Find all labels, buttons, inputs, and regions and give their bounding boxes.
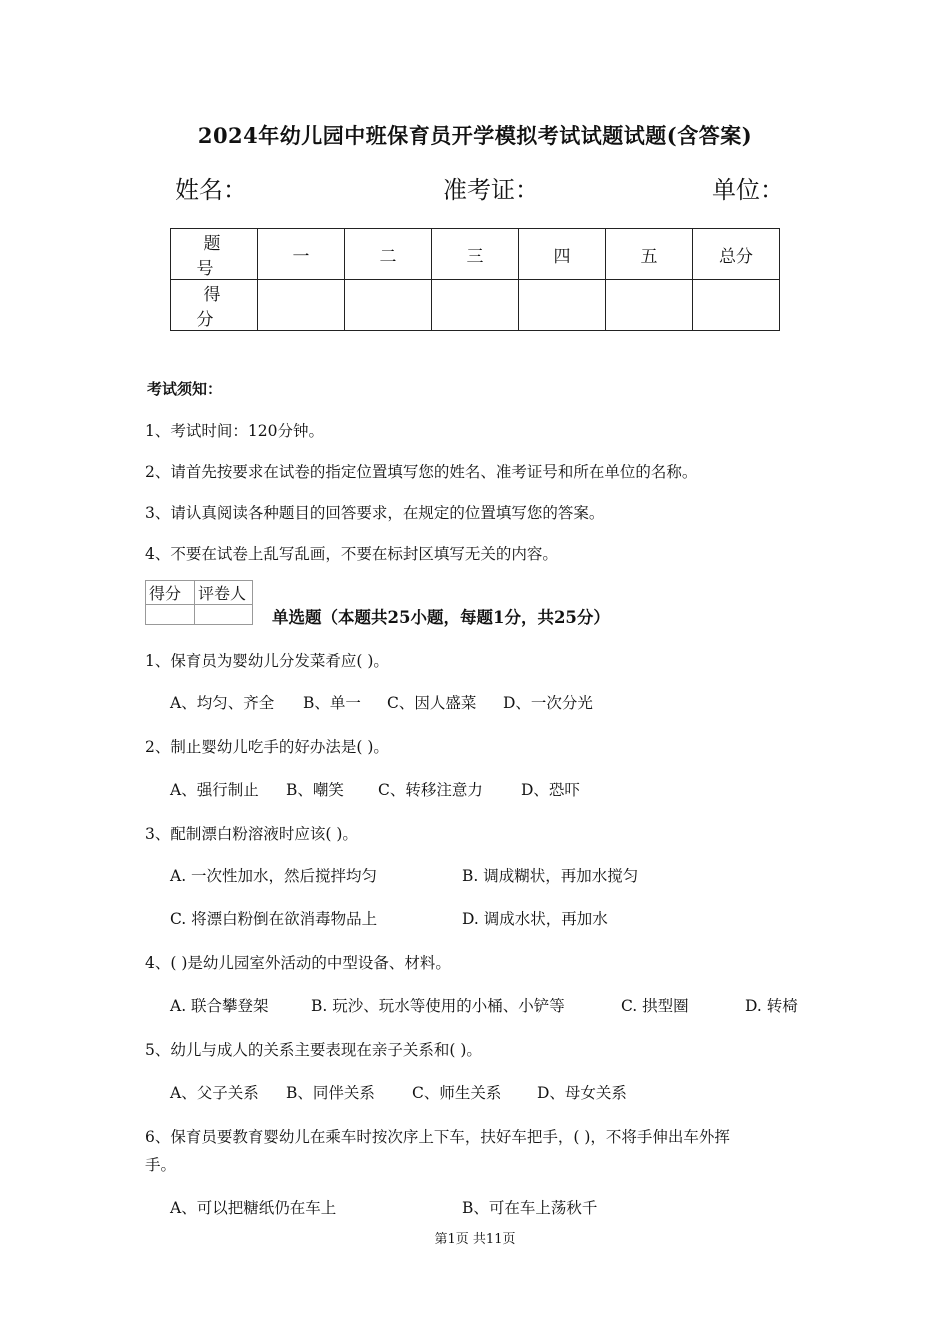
question-option: B、嘲笑 [286,781,344,799]
question-option: C、师生关系 [412,1084,502,1102]
question-option: B. 调成糊状，再加水搅匀 [462,867,639,885]
score-cell [519,280,606,331]
question-option: D、恐吓 [521,781,580,799]
question-stem: 4、( )是幼儿园室外活动的中型设备、材料。 [145,954,451,972]
name-field-label: 姓名： [175,176,247,204]
question-option: A、可以把糖纸仍在车上 [170,1199,337,1217]
question-option: D. 调成水状，再加水 [462,910,608,928]
question-option: B、同伴关系 [286,1084,375,1102]
score-table-header-cell: 总分 [693,229,780,280]
question-stem: 6、保育员要教育婴幼儿在乘车时按次序上下车，扶好车把手，( )，不将手伸出车外挥 [145,1128,730,1146]
question-stem: 5、幼儿与成人的关系主要表现在亲子关系和( )。 [145,1041,482,1059]
question-option: C. 拱型圈 [621,997,689,1015]
question-option: C. 将漂白粉倒在欲消毒物品上 [170,910,378,928]
score-table-header-cell: 五 [606,229,693,280]
score-table [170,228,780,331]
question-stem: 2、制止婴幼儿吃手的好办法是( )。 [145,738,389,756]
grader-box [145,580,253,625]
grader-name-cell [195,605,253,625]
question-stem: 3、配制漂白粉溶液时应该( )。 [145,825,358,843]
question-option: A、父子关系 [170,1084,259,1102]
exam-id-field-label: 准考证： [443,176,539,204]
question-option: B、单一 [303,694,361,712]
notice-item: 3、请认真阅读各种题目的回答要求，在规定的位置填写您的答案。 [145,504,605,522]
score-cell [606,280,693,331]
notice-item: 1、考试时间：120分钟。 [145,422,324,440]
score-cell [345,280,432,331]
page-footer: 第1页 共11页 [434,1232,516,1247]
question-option: A、均匀、齐全 [170,694,275,712]
notice-item: 2、请首先按要求在试卷的指定位置填写您的姓名、准考证号和所在单位的名称。 [145,463,698,481]
question-option: C、因人盛菜 [387,694,477,712]
score-cell [693,280,780,331]
question-option: D、一次分光 [503,694,593,712]
question-option: A. 联合攀登架 [170,997,269,1015]
notice-heading: 考试须知： [147,380,223,398]
grader-score-label: 得分 [146,581,195,605]
score-cell [432,280,519,331]
grader-score-cell [146,605,195,625]
question-stem-continued: 手。 [145,1156,177,1174]
score-table-header-cell: 二 [345,229,432,280]
score-table-header-cell: 三 [432,229,519,280]
section-title: 单选题（本题共25小题，每题1分，共25分） [272,608,610,627]
question-option: D. 转椅 [745,997,798,1015]
question-option: B、可在车上荡秋千 [462,1199,598,1217]
score-table-header-label: 题 号 [171,229,258,280]
score-table-header-cell: 四 [519,229,606,280]
question-option: A. 一次性加水，然后搅拌均匀 [170,867,378,885]
question-option: A、强行制止 [170,781,259,799]
score-table-header-row [171,229,780,280]
question-option: B. 玩沙、玩水等使用的小桶、小铲等 [311,997,565,1015]
score-table-row-label: 得 分 [171,280,258,331]
question-option: D、母女关系 [537,1084,627,1102]
notice-item: 4、不要在试卷上乱写乱画，不要在标封区填写无关的内容。 [145,545,558,563]
grader-name-label: 评卷人 [195,581,253,605]
score-table-header-cell: 一 [258,229,345,280]
score-table-score-row [171,280,780,331]
page-title: 2024年幼儿园中班保育员开学模拟考试试题试题(含答案) [197,123,753,148]
question-stem: 1、保育员为婴幼儿分发菜肴应( )。 [145,652,389,670]
question-option: C、转移注意力 [378,781,483,799]
unit-field-label: 单位： [712,176,784,204]
